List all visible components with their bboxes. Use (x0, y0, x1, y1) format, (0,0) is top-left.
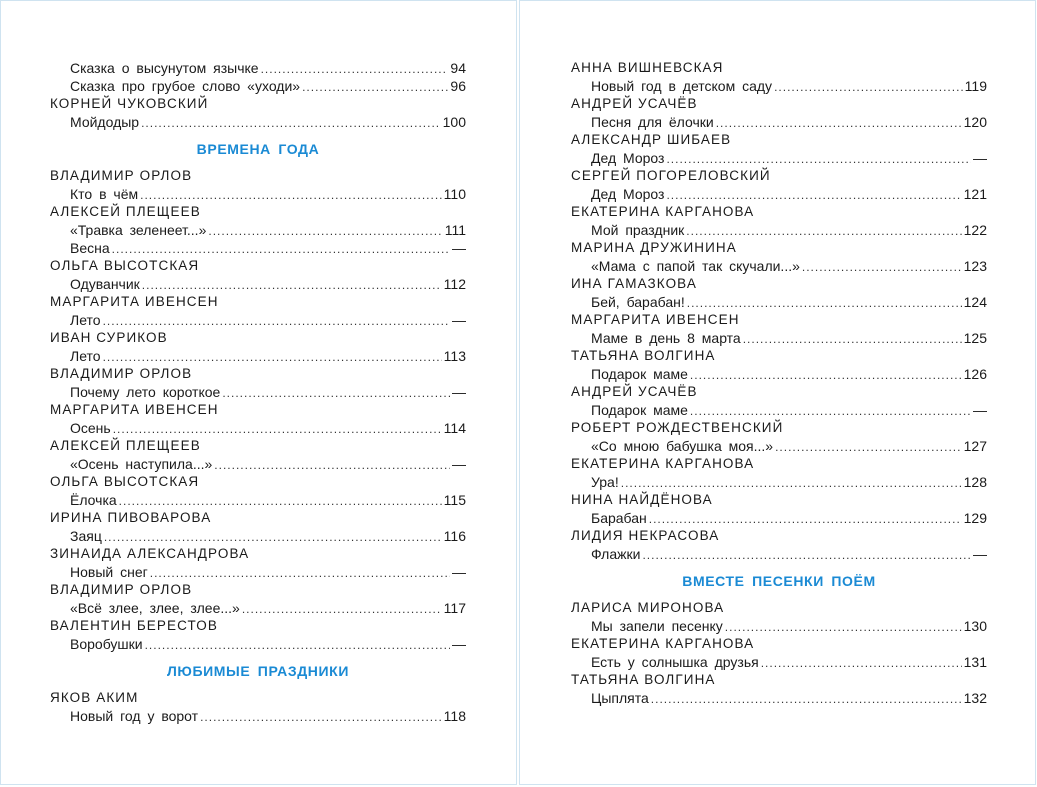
toc-entry (571, 653, 987, 671)
dot-leader (103, 348, 442, 366)
author-name: НИНА НАЙДЁНОВА (571, 492, 713, 507)
entry-title: Заяц (70, 528, 102, 544)
author-name: ЛИДИЯ НЕКРАСОВА (571, 528, 720, 543)
page-number: 127 (963, 438, 987, 454)
entry-title: Почему лето короткое (70, 384, 221, 400)
toc-entry (571, 509, 987, 527)
page-number: 94 (450, 60, 466, 76)
dot-leader (666, 186, 961, 204)
page-number: 112 (443, 276, 466, 292)
entry-title: Воробушки (70, 636, 143, 652)
page-number: 126 (963, 366, 987, 382)
toc-entry (571, 149, 987, 167)
dot-leader (141, 114, 441, 132)
dot-leader (104, 528, 442, 546)
section-heading: ВРЕМЕНА ГОДА (196, 141, 320, 157)
author-name: МАРГАРИТА ИВЕНСЕН (50, 294, 219, 309)
toc-entry (50, 185, 466, 203)
entry-title: Дед Мороз (591, 186, 665, 202)
entry-title: Мой праздник (591, 222, 685, 238)
toc-entry (571, 257, 987, 275)
dot-leader (642, 546, 971, 564)
entry-title: Осень (70, 420, 111, 436)
toc-entry (50, 239, 466, 257)
toc-entry (50, 275, 466, 293)
toc-entry (50, 113, 466, 131)
author-name: ЯКОВ АКИМ (50, 690, 139, 705)
author-name: ЛАРИСА МИРОНОВА (571, 600, 725, 615)
author-name: МАРГАРИТА ИВЕНСЕН (50, 402, 219, 417)
author-name: АНДРЕЙ УСАЧЁВ (571, 384, 698, 399)
left-toc-column (50, 59, 466, 725)
author-name: ИНА ГАМАЗКОВА (571, 276, 697, 291)
page-number: 100 (442, 114, 466, 130)
toc-entry (50, 347, 466, 365)
dot-leader (113, 420, 442, 438)
dot-leader (112, 240, 450, 258)
dot-leader (200, 708, 442, 726)
toc-entry (571, 617, 987, 635)
dot-leader (119, 492, 442, 510)
dot-leader (666, 150, 971, 168)
page-number: — (973, 546, 987, 562)
entry-title: Новый снег (70, 564, 148, 580)
author-name: МАРГАРИТА ИВЕНСЕН (571, 312, 740, 327)
author-name: СЕРГЕЙ ПОГОРЕЛОВСКИЙ (571, 168, 771, 183)
dot-leader (687, 294, 962, 312)
entry-title: Весна (70, 240, 110, 256)
dot-leader (150, 564, 450, 582)
page-number: 129 (963, 510, 987, 526)
page-number: 121 (963, 186, 987, 202)
dot-leader (651, 690, 962, 708)
section-heading: ЛЮБИМЫЕ ПРАЗДНИКИ (167, 663, 349, 679)
entry-title: «Осень наступила...» (70, 456, 213, 472)
entry-title: «Всё злее, злее, злее...» (70, 600, 240, 616)
dot-leader (725, 618, 962, 636)
toc-entry (50, 77, 466, 95)
page-number: — (973, 150, 987, 166)
entry-title: Флажки (591, 546, 641, 562)
page-number: 128 (963, 474, 987, 490)
right-toc-column (571, 59, 987, 707)
author-name: АЛЕКСЕЙ ПЛЕЩЕЕВ (50, 204, 201, 219)
author-name: АНДРЕЙ УСАЧЁВ (571, 96, 698, 111)
entry-title: «Травка зеленеет...» (70, 222, 207, 238)
dot-leader (761, 654, 962, 672)
page-number: 111 (444, 222, 466, 238)
toc-entry (50, 455, 466, 473)
toc-entry (50, 599, 466, 617)
toc-entry (50, 59, 466, 77)
author-name: РОБЕРТ РОЖДЕСТВЕНСКИЙ (571, 420, 784, 435)
toc-entry (50, 707, 466, 725)
page-number: — (973, 402, 987, 418)
author-name: КОРНЕЙ ЧУКОВСКИЙ (50, 96, 209, 111)
entry-title: Барабан (591, 510, 647, 526)
toc-entry (50, 635, 466, 653)
author-name: ЕКАТЕРИНА КАРГАНОВА (571, 204, 755, 219)
toc-entry (50, 563, 466, 581)
page-number: 130 (963, 618, 987, 634)
entry-title: Цыплята (591, 690, 649, 706)
entry-title: Бей, барабан! (591, 294, 685, 310)
page-number: 120 (963, 114, 987, 130)
page-number: 125 (963, 330, 987, 346)
page-number: 132 (963, 690, 987, 706)
page-number: — (452, 636, 466, 652)
page-number: 115 (443, 492, 466, 508)
toc-entry (571, 365, 987, 383)
toc-entry (571, 689, 987, 707)
entry-title: Подарок маме (591, 402, 688, 418)
page-number: 116 (443, 528, 466, 544)
dot-leader (214, 456, 450, 474)
entry-title: Ура! (591, 474, 619, 490)
dot-leader (690, 402, 971, 420)
author-name: АННА ВИШНЕВСКАЯ (571, 60, 724, 75)
dot-leader (261, 60, 449, 78)
section-heading: ВМЕСТЕ ПЕСЕНКИ ПОЁМ (682, 573, 876, 589)
page-number: 123 (963, 258, 987, 274)
entry-title: Лето (70, 312, 101, 328)
toc-entry (50, 419, 466, 437)
entry-title: Мойдодыр (70, 114, 140, 130)
page-number: 114 (443, 420, 466, 436)
dot-leader (649, 510, 962, 528)
entry-title: Новый год у ворот (70, 708, 199, 724)
author-name: ЗИНАИДА АЛЕКСАНДРОВА (50, 546, 250, 561)
author-name: ИРИНА ПИВОВАРОВА (50, 510, 212, 525)
toc-entry (571, 473, 987, 491)
page-number: — (452, 312, 466, 328)
author-name: ОЛЬГА ВЫСОТСКАЯ (50, 474, 200, 489)
toc-entry (571, 401, 987, 419)
author-name: ВЛАДИМИР ОРЛОВ (50, 582, 193, 597)
page-number: 96 (450, 78, 466, 94)
dot-leader (103, 312, 450, 330)
author-name: АЛЕКСАНДР ШИБАЕВ (571, 132, 732, 147)
author-name: ИВАН СУРИКОВ (50, 330, 168, 345)
author-name: ТАТЬЯНА ВОЛГИНА (571, 672, 716, 687)
page-number: 118 (443, 708, 466, 724)
page-number: — (452, 456, 466, 472)
toc-entry (50, 311, 466, 329)
author-name: ТАТЬЯНА ВОЛГИНА (571, 348, 716, 363)
entry-title: Песня для ёлочки (591, 114, 714, 130)
toc-entry (50, 383, 466, 401)
toc-entry (571, 221, 987, 239)
dot-leader (145, 636, 450, 654)
author-name: ЕКАТЕРИНА КАРГАНОВА (571, 456, 755, 471)
author-name: ЕКАТЕРИНА КАРГАНОВА (571, 636, 755, 651)
entry-title: «Со мною бабушка моя...» (591, 438, 774, 454)
dot-leader (690, 366, 962, 384)
toc-entry (571, 329, 987, 347)
page-number: 117 (443, 600, 466, 616)
toc-entry (50, 491, 466, 509)
toc-entry (571, 437, 987, 455)
dot-leader (686, 222, 961, 240)
dot-leader (142, 276, 442, 294)
entry-title: Мы запели песенку (591, 618, 723, 634)
toc-entry (50, 221, 466, 239)
dot-leader (140, 186, 442, 204)
toc-entry (50, 527, 466, 545)
entry-title: Маме в день 8 марта (591, 330, 741, 346)
dot-leader (242, 600, 442, 618)
dot-leader (621, 474, 962, 492)
toc-entry (571, 185, 987, 203)
toc-entry (571, 77, 987, 95)
page-number: 131 (963, 654, 987, 670)
entry-title: Ёлочка (70, 492, 117, 508)
toc-entry (571, 293, 987, 311)
page-number: 119 (964, 78, 987, 94)
page-number: 122 (963, 222, 987, 238)
entry-title: Дед Мороз (591, 150, 665, 166)
entry-title: Сказка о высунутом язычке (70, 60, 259, 76)
page-number: — (452, 240, 466, 256)
entry-title: Одуванчик (70, 276, 140, 292)
page-number: — (452, 564, 466, 580)
page-number: 113 (443, 348, 466, 364)
toc-entry (571, 545, 987, 563)
dot-leader (774, 78, 963, 96)
entry-title: Подарок маме (591, 366, 688, 382)
entry-title: Лето (70, 348, 101, 364)
entry-title: Новый год в детском саду (591, 78, 773, 94)
entry-title: Есть у солнышка друзья (591, 654, 759, 670)
dot-leader (208, 222, 442, 240)
author-name: ОЛЬГА ВЫСОТСКАЯ (50, 258, 200, 273)
page-number: 110 (443, 186, 466, 202)
dot-leader (222, 384, 450, 402)
page-number: 124 (963, 294, 987, 310)
author-name: МАРИНА ДРУЖИНИНА (571, 240, 737, 255)
dot-leader (743, 330, 962, 348)
page-number: — (452, 384, 466, 400)
author-name: ВАЛЕНТИН БЕРЕСТОВ (50, 618, 218, 633)
author-name: ВЛАДИМИР ОРЛОВ (50, 366, 193, 381)
entry-title: «Мама с папой так скучали...» (591, 258, 800, 274)
entry-title: Сказка про грубое слово «уходи» (70, 78, 301, 94)
toc-entry (571, 113, 987, 131)
author-name: ВЛАДИМИР ОРЛОВ (50, 168, 193, 183)
dot-leader (716, 114, 962, 132)
dot-leader (775, 438, 962, 456)
dot-leader (802, 258, 962, 276)
entry-title: Кто в чём (70, 186, 139, 202)
author-name: АЛЕКСЕЙ ПЛЕЩЕЕВ (50, 438, 201, 453)
dot-leader (302, 78, 448, 96)
